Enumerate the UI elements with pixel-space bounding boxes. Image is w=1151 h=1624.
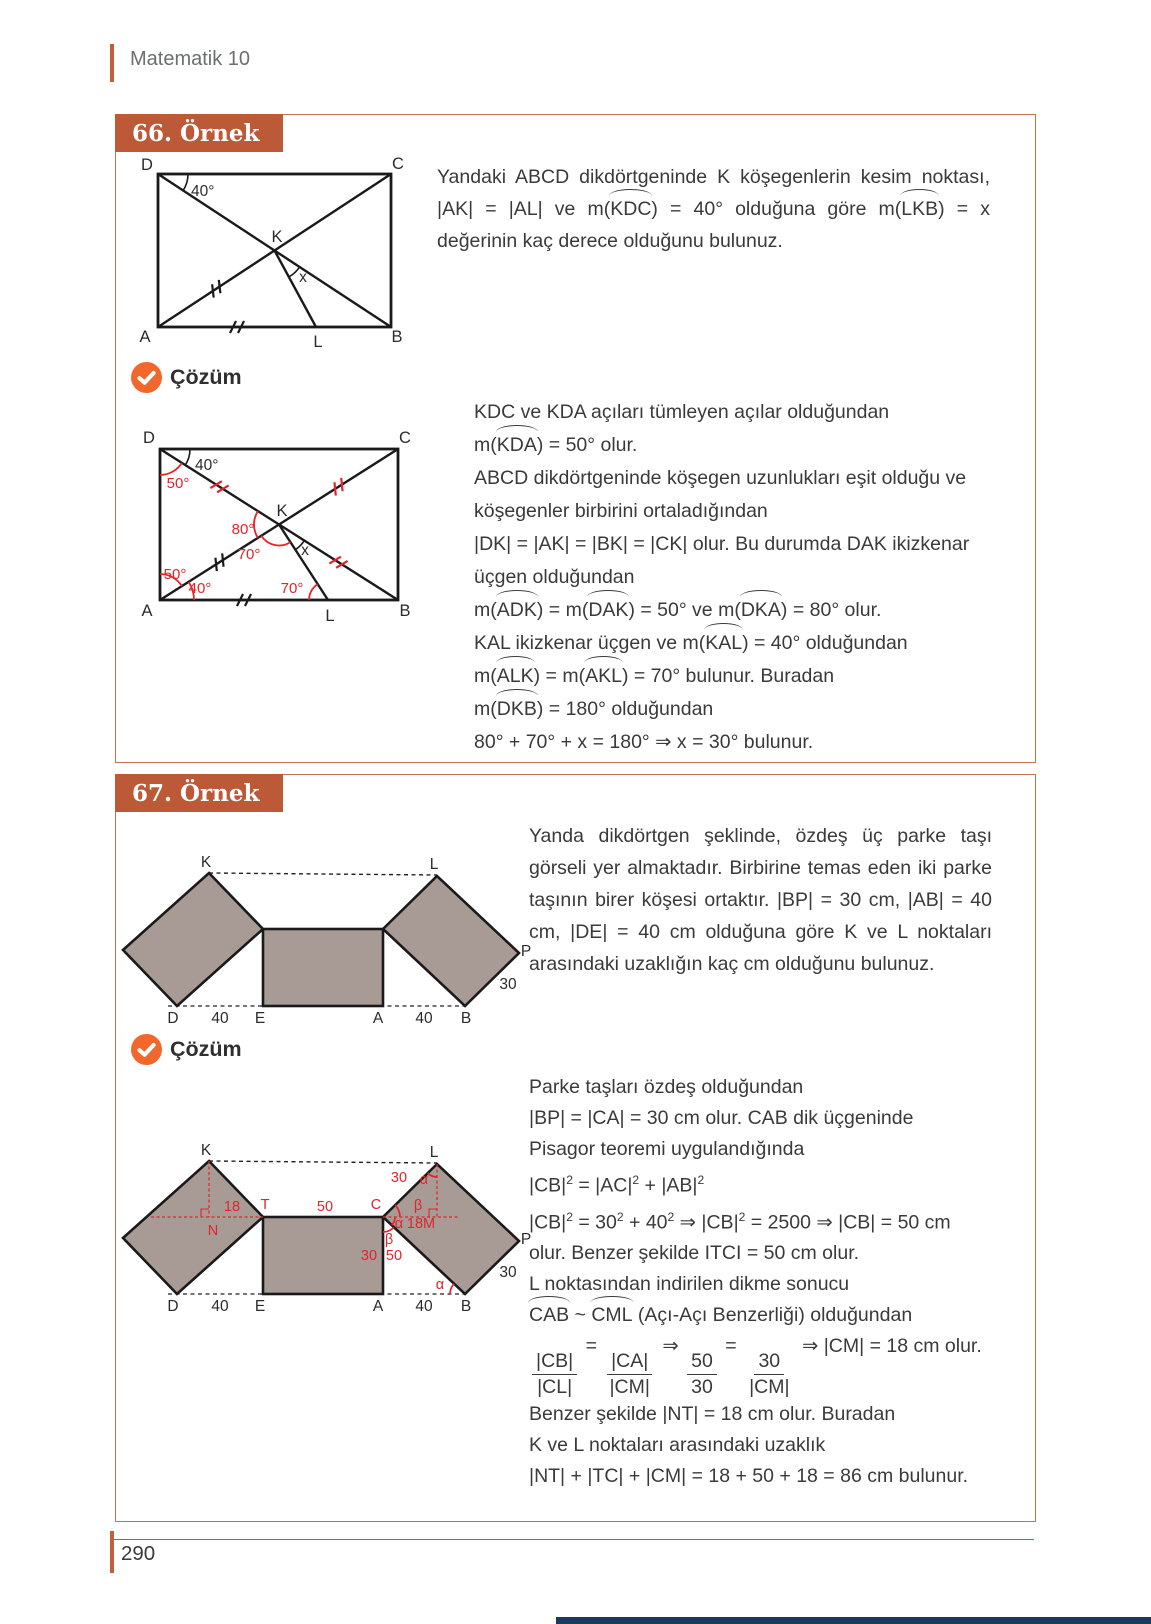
footer-accent-bar xyxy=(110,1531,114,1573)
point-label-k: K xyxy=(271,228,283,246)
point-label-l: L xyxy=(325,607,335,625)
solution-line: $\frac{|CB|}{|CL|}$ = $\frac{|CA|}{|CM|}$ ⇒ $\frac{50}{30}$ = $\frac{30}{|CM|}$ ⇒ |CM| = 18 cm olur. xyxy=(529,1331,997,1399)
length-label-cl: 30 xyxy=(390,1170,408,1186)
point-label-l: L xyxy=(313,333,323,350)
point-label-m: M xyxy=(422,1216,436,1232)
angle-label-40: 40° xyxy=(191,183,215,200)
dashed-line-kl xyxy=(209,1161,437,1163)
length-label-tc: 50 xyxy=(316,1199,334,1215)
point-label-k: K xyxy=(200,854,212,871)
angle-label-beta-down: β xyxy=(384,1232,394,1248)
solution-line: CAB ~ CML (Açı-Açı Benzerliği) olduğundan xyxy=(529,1300,997,1331)
length-label-nt: 18 xyxy=(223,1199,241,1215)
solution-line: m(ADK) = m(DAK) = 50° ve m(DKA) = 80° olur. xyxy=(474,594,1024,627)
length-label-ca: 30 xyxy=(360,1248,378,1264)
solution-line: Benzer şekilde |NT| = 18 cm olur. Buradan xyxy=(529,1403,896,1425)
point-label-b: B xyxy=(460,1298,472,1315)
solution-line: $|CB|^2 = 30^2 + 40^2$ ⇒ $|CB|^2 = 2500$ ⇒ |CB| = 50 cm xyxy=(529,1209,951,1233)
angle-label-40-a: 40° xyxy=(188,580,212,597)
vertex-label-d: D xyxy=(141,156,153,174)
solution-line: m(KDA) = 50° olur. xyxy=(474,429,1024,462)
length-label-bp: 30 xyxy=(499,976,517,993)
solution-line: olur. Benzer şekilde ITCI = 50 cm olur. xyxy=(529,1242,860,1264)
angle-arc-x-at-k xyxy=(289,267,300,277)
solution-line: $|CB|^2 = |AC|^2 + |AB|^2$ xyxy=(529,1173,705,1197)
example-67-solution-figure xyxy=(118,1126,538,1320)
angle-label-40-d: 40° xyxy=(195,457,219,474)
example-67-badge: 67. Örnek xyxy=(115,774,283,812)
angle-arc-70-at-l xyxy=(309,584,318,600)
page-number: 290 xyxy=(121,1542,156,1565)
point-label-e: E xyxy=(254,1298,266,1315)
example-66-problem-figure xyxy=(133,152,425,350)
solution-heading: Çözüm xyxy=(170,1037,242,1061)
point-label-n: N xyxy=(207,1223,219,1239)
vertex-label-d: D xyxy=(143,429,155,447)
angle-label-50-d: 50° xyxy=(166,475,190,492)
stone-middle xyxy=(263,929,383,1006)
point-label-a: A xyxy=(372,1298,384,1315)
stone-left xyxy=(123,1161,263,1294)
stone-left xyxy=(123,873,263,1006)
segment-kl xyxy=(275,251,317,328)
point-label-d: D xyxy=(167,1298,179,1315)
vertex-label-a: A xyxy=(141,602,153,620)
example-66-solution-figure xyxy=(133,424,425,634)
angle-label-alpha-c: α xyxy=(394,1216,404,1232)
header-accent-bar xyxy=(110,44,114,82)
example-66-problem-text: Yandaki ABCD dikdörtgeninde K köşegenlerin kesim noktası, |AK| = |AL| ve m(KDC) = 40° olduğuna göre m(LKB) = x değerinin kaç derece olduğunu bulunuz. xyxy=(437,166,990,252)
angle-label-50-a: 50° xyxy=(163,566,187,583)
angle-arc-40-at-d xyxy=(183,174,188,191)
example-67-problem-text: Yanda dikdörtgen şeklinde, özdeş üç parke taşı görseli yer almaktadır. Birbirine temas eden iki parke taşının birer köşesi ortaktır. |BP| = 30 cm, |AB| = 40 cm, |DE| = 40 cm olduğuna göre K ve L noktaları arasındaki uzaklığın kaç cm olduğunu bulunuz. xyxy=(529,825,992,975)
footer-divider xyxy=(113,1539,1034,1540)
solution-line: m(ALK) = m(AKL) = 70° bulunur. Buradan xyxy=(474,660,1024,693)
angle-label-x: x xyxy=(301,542,309,559)
length-label-ab: 40 xyxy=(415,1010,433,1027)
point-label-p: P xyxy=(520,943,532,960)
point-label-p: P xyxy=(520,1231,532,1248)
solution-line: KAL ikizkenar üçgen ve m(KAL) = 40° olduğundan xyxy=(474,627,1024,660)
point-label-d: D xyxy=(167,1010,179,1027)
point-label-a: A xyxy=(372,1010,384,1027)
vertex-label-b: B xyxy=(391,328,403,346)
fraction: $\frac{|CB|}{|CL|}$ xyxy=(532,1350,577,1399)
vertex-label-b: B xyxy=(399,602,411,620)
dashed-line-kl xyxy=(209,873,437,875)
solution-line: K ve L noktaları arasındaki uzaklık xyxy=(529,1434,826,1456)
example-66-solution-text xyxy=(474,396,1024,759)
point-label-k: K xyxy=(200,1142,212,1159)
solution-line: m(DKB) = 180° olduğundan xyxy=(474,693,1024,726)
angle-label-alpha-b: α xyxy=(435,1277,445,1293)
solution-check-icon xyxy=(131,362,162,393)
angle-arc-alpha-at-b xyxy=(450,1284,454,1294)
point-label-b: B xyxy=(460,1010,472,1027)
angle-label-70-k: 70° xyxy=(237,546,261,563)
bottom-navy-bar xyxy=(556,1617,1151,1624)
point-label-l: L xyxy=(429,1144,439,1161)
length-label-cm: 18 xyxy=(406,1216,424,1232)
solution-line: ABCD dikdörtgeninde köşegen uzunlukları eşit olduğu ve xyxy=(474,467,967,489)
length-label-de: 40 xyxy=(211,1298,229,1315)
solution-line: KDC ve KDA açıları tümleyen açılar olduğundan xyxy=(474,401,890,423)
solution-line: 80° + 70° + x = 180° ⇒ x = 30° bulunur. xyxy=(474,731,814,753)
point-label-c: C xyxy=(370,1197,382,1213)
angle-label-x: x xyxy=(299,269,307,286)
angle-arc-50-at-d xyxy=(160,463,182,475)
solution-line: Parke taşları özdeş olduğundan xyxy=(529,1076,804,1098)
point-label-e: E xyxy=(254,1010,266,1027)
length-label-bp: 30 xyxy=(499,1264,517,1281)
example-67-solution-text xyxy=(529,1072,997,1492)
solution-line: |DK| = |AK| = |BK| = |CK| olur. Bu durumda DAK ikizkenar xyxy=(474,533,970,555)
solution-line: köşegenler birbirini ortaladığından xyxy=(474,500,768,522)
example-67-problem-figure xyxy=(118,838,538,1032)
solution-line: L noktasından indirilen dikme sonucu xyxy=(529,1273,850,1295)
solution-line: Pisagor teoremi uygulandığında xyxy=(529,1138,805,1160)
vertex-label-c: C xyxy=(392,155,404,173)
length-label-ab: 40 xyxy=(415,1298,433,1315)
angle-label-beta-up: β xyxy=(413,1198,423,1214)
angle-arc-80-at-k xyxy=(254,511,258,538)
length-label-cb: 50 xyxy=(385,1248,403,1264)
solution-line: |NT| + |TC| + |CM| = 18 + 50 + 18 = 86 cm bulunur. xyxy=(529,1465,969,1487)
solution-heading: Çözüm xyxy=(170,365,242,389)
fraction: $\frac{30}{|CM|}$ xyxy=(749,1350,790,1398)
angle-label-80-k: 80° xyxy=(231,521,255,538)
fraction: $\frac{|CA|}{|CM|}$ xyxy=(605,1350,653,1399)
solution-line: |BP| = |CA| = 30 cm olur. CAB dik üçgeninde xyxy=(529,1107,914,1129)
angle-label-alpha-l: α xyxy=(419,1172,429,1188)
example-66-badge: 66. Örnek xyxy=(115,114,283,152)
solution-line: üçgen olduğundan xyxy=(474,566,635,588)
point-label-l: L xyxy=(429,856,439,873)
point-label-t: T xyxy=(260,1197,270,1213)
vertex-label-c: C xyxy=(399,429,411,447)
vertex-label-a: A xyxy=(139,328,151,346)
page-header-title: Matematik 10 xyxy=(130,48,251,70)
angle-arc-40-at-d xyxy=(185,449,190,465)
point-label-k: K xyxy=(276,502,288,520)
angle-label-70-l: 70° xyxy=(280,580,304,597)
fraction: $\frac{50}{30}$ xyxy=(687,1350,717,1399)
length-label-de: 40 xyxy=(211,1010,229,1027)
solution-check-icon xyxy=(131,1034,162,1065)
